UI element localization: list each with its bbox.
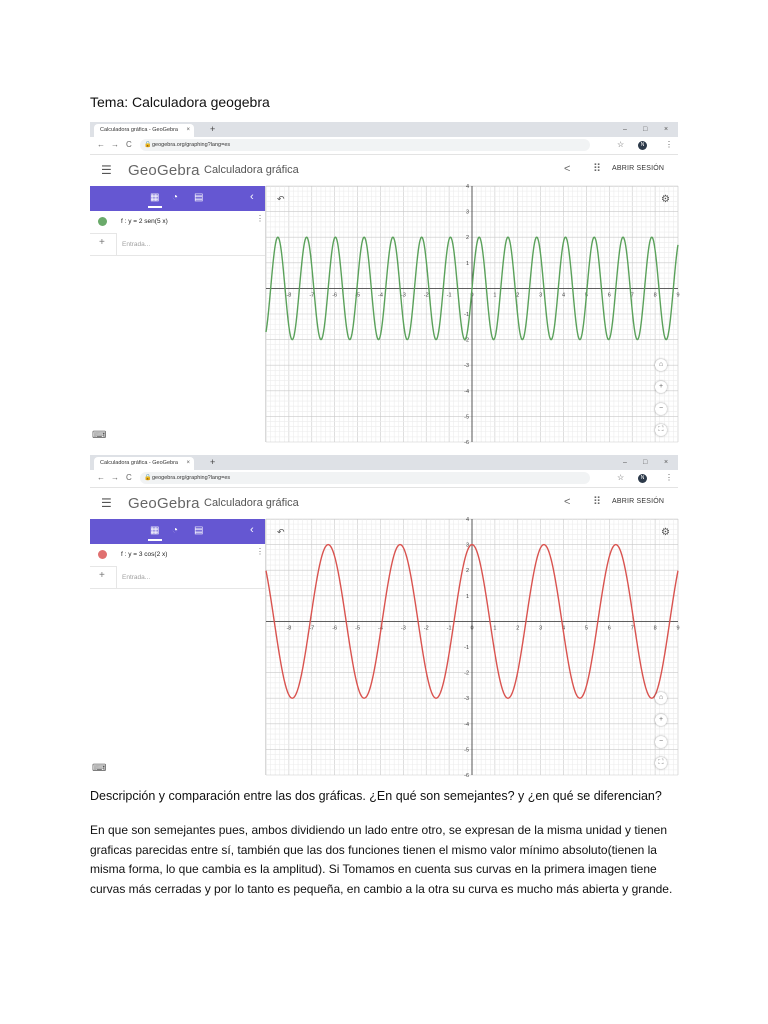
minimize-icon[interactable]: – bbox=[623, 459, 627, 466]
zoom-in-icon[interactable]: + bbox=[655, 381, 667, 393]
tools-icon[interactable]: ◔ bbox=[172, 525, 179, 536]
gear-icon[interactable]: ⚙ bbox=[661, 194, 670, 205]
comparison-question: Descripción y comparación entre las dos gráficas. ¿En qué son semejantes? y ¿en qué se diferencian? bbox=[90, 789, 662, 803]
fullscreen-icon[interactable]: ⛶ bbox=[655, 424, 667, 436]
x-tick-label: 2 bbox=[516, 625, 520, 632]
x-tick-label: -6 bbox=[332, 292, 338, 299]
browser-tab-bar bbox=[90, 455, 678, 470]
x-tick-label: 6 bbox=[607, 625, 611, 632]
y-tick-label: -5 bbox=[464, 747, 469, 754]
graphics-view[interactable] bbox=[266, 184, 680, 446]
lock-icon: 🔒 bbox=[144, 475, 152, 481]
x-tick-label: -2 bbox=[423, 625, 429, 632]
x-tick-label: -1 bbox=[446, 625, 452, 632]
forward-arrow-icon[interactable]: → bbox=[111, 140, 119, 149]
reload-icon[interactable]: C bbox=[126, 473, 132, 482]
home-icon[interactable]: ⌂ bbox=[655, 692, 667, 704]
x-tick-label: 9 bbox=[676, 292, 680, 299]
x-tick-label: -8 bbox=[286, 292, 292, 299]
x-tick-label: -5 bbox=[355, 625, 361, 632]
y-tick-label: -3 bbox=[464, 696, 469, 703]
x-tick-label: 8 bbox=[653, 625, 657, 632]
function-formula: f : y = 2 sen(5 x) bbox=[121, 218, 168, 225]
x-tick-label: -1 bbox=[446, 292, 452, 299]
y-tick-label: -6 bbox=[464, 773, 469, 779]
table-icon[interactable]: ▤ bbox=[194, 525, 204, 536]
table-icon[interactable]: ▤ bbox=[194, 192, 204, 203]
algebra-input-row bbox=[90, 233, 265, 256]
algebra-row[interactable] bbox=[90, 211, 265, 234]
back-arrow-icon[interactable]: ← bbox=[97, 473, 105, 482]
forward-arrow-icon[interactable]: → bbox=[111, 473, 119, 482]
x-tick-label: -8 bbox=[286, 625, 292, 632]
visibility-toggle[interactable] bbox=[98, 217, 107, 226]
geogebra-screenshot-1 bbox=[90, 122, 680, 446]
x-tick-label: 6 bbox=[607, 292, 611, 299]
algebra-input-row bbox=[90, 566, 265, 589]
visibility-toggle[interactable] bbox=[98, 550, 107, 559]
apps-grid-icon[interactable]: ⠿ bbox=[593, 496, 602, 508]
active-tab-indicator bbox=[148, 539, 162, 541]
y-tick-label: -4 bbox=[464, 388, 469, 395]
avatar[interactable]: N bbox=[638, 141, 647, 150]
y-tick-label: -6 bbox=[464, 440, 469, 446]
zoom-out-icon[interactable]: − bbox=[655, 736, 667, 748]
y-tick-label: 2 bbox=[465, 235, 469, 242]
reload-icon[interactable]: C bbox=[126, 140, 132, 149]
calculator-icon[interactable]: ▦ bbox=[150, 525, 160, 536]
undo-icon[interactable]: ↶ bbox=[277, 194, 285, 204]
tab-label: Calculadora gráfica - GeoGebra bbox=[100, 460, 178, 466]
browser-tab[interactable] bbox=[94, 124, 194, 137]
calculator-icon[interactable]: ▦ bbox=[150, 192, 160, 203]
undo-icon[interactable]: ↶ bbox=[277, 527, 285, 537]
x-tick-label: -7 bbox=[309, 292, 315, 299]
graphics-view[interactable] bbox=[266, 517, 680, 779]
url-text: geogebra.org/graphing?lang=es bbox=[152, 475, 231, 481]
more-options-icon[interactable]: ⋮ bbox=[256, 547, 264, 556]
x-tick-label: 1 bbox=[493, 292, 497, 299]
sign-in-button[interactable]: ABRIR SESIÓN bbox=[612, 498, 665, 505]
back-arrow-icon[interactable]: ← bbox=[97, 140, 105, 149]
browser-menu-icon[interactable]: ⋮ bbox=[665, 473, 673, 482]
active-tab-indicator bbox=[148, 206, 162, 208]
share-icon[interactable]: < bbox=[564, 163, 571, 175]
maximize-icon[interactable]: □ bbox=[643, 459, 648, 466]
y-tick-label: -1 bbox=[464, 645, 469, 651]
y-tick-label: 1 bbox=[465, 260, 469, 267]
x-tick-label: -3 bbox=[400, 625, 406, 632]
maximize-icon[interactable]: □ bbox=[643, 126, 648, 133]
app-header bbox=[90, 155, 678, 187]
gear-icon[interactable]: ⚙ bbox=[661, 527, 670, 538]
x-tick-label: -6 bbox=[332, 625, 338, 632]
add-icon[interactable]: + bbox=[99, 570, 105, 581]
lock-icon: 🔒 bbox=[144, 142, 152, 148]
chevron-left-icon[interactable]: ‹ bbox=[250, 191, 254, 203]
keyboard-icon[interactable]: ⌨ bbox=[92, 763, 107, 774]
browser-tab[interactable] bbox=[94, 457, 194, 470]
app-title: Calculadora gráfica bbox=[204, 164, 299, 176]
y-tick-label: -1 bbox=[464, 312, 469, 318]
y-tick-label: 3 bbox=[465, 542, 469, 549]
hamburger-menu-icon[interactable]: ☰ bbox=[101, 163, 112, 177]
y-tick-label: 4 bbox=[465, 517, 469, 523]
fullscreen-icon[interactable]: ⛶ bbox=[655, 757, 667, 769]
window-close-icon[interactable]: × bbox=[664, 459, 669, 466]
function-formula: f : y = 3 cos(2 x) bbox=[121, 551, 168, 558]
geogebra-logo: GeoGebra bbox=[128, 162, 200, 179]
x-tick-label: -3 bbox=[400, 292, 406, 299]
x-tick-label: -2 bbox=[423, 292, 429, 299]
more-options-icon[interactable]: ⋮ bbox=[256, 214, 264, 223]
algebra-input[interactable] bbox=[116, 566, 265, 588]
new-tab-button[interactable]: + bbox=[210, 124, 216, 134]
home-icon[interactable]: ⌂ bbox=[655, 359, 667, 371]
x-tick-label: 4 bbox=[562, 292, 566, 299]
hamburger-menu-icon[interactable]: ☰ bbox=[101, 496, 112, 510]
x-tick-label: 8 bbox=[653, 292, 657, 299]
add-icon[interactable]: + bbox=[99, 237, 105, 248]
x-tick-label: 5 bbox=[584, 625, 588, 632]
x-tick-label: 7 bbox=[630, 625, 634, 632]
keyboard-icon[interactable]: ⌨ bbox=[92, 430, 107, 441]
x-tick-label: -7 bbox=[309, 625, 315, 632]
window-close-icon[interactable]: × bbox=[664, 126, 669, 133]
url-field[interactable] bbox=[140, 472, 590, 484]
x-tick-label: 1 bbox=[493, 625, 497, 632]
sign-in-button[interactable]: ABRIR SESIÓN bbox=[612, 165, 665, 172]
algebra-toolbar bbox=[90, 519, 265, 544]
avatar[interactable]: N bbox=[638, 474, 647, 483]
browser-menu-icon[interactable]: ⋮ bbox=[665, 140, 673, 149]
algebra-input[interactable] bbox=[116, 233, 265, 255]
y-tick-label: -5 bbox=[464, 414, 469, 421]
comparison-answer: En que son semejantes pues, ambos dividiendo un lado entre otro, se expresan de la misma unidad y tienen graficas parecidas entre sí, también que las dos funciones tienen el mismo valor mínimo absoluto(tienen la misma forma, lo que cambia es la amplitud). Si Tomamos en cuenta sus curvas en la primera imagen tiene curvas más cerradas y por lo tanto es pequeña, en cambio a la otra su curva es mucho más abierta y grande. bbox=[90, 823, 673, 896]
url-text: geogebra.org/graphing?lang=es bbox=[152, 142, 231, 148]
browser-tab-bar bbox=[90, 122, 678, 137]
chevron-left-icon[interactable]: ‹ bbox=[250, 524, 254, 536]
apps-grid-icon[interactable]: ⠿ bbox=[593, 163, 602, 175]
zoom-out-icon[interactable]: − bbox=[655, 403, 667, 415]
y-tick-label: -3 bbox=[464, 363, 469, 370]
algebra-panel bbox=[90, 186, 266, 442]
x-tick-label: 2 bbox=[516, 292, 520, 299]
app-title: Calculadora gráfica bbox=[204, 497, 299, 509]
close-icon[interactable]: × bbox=[186, 127, 190, 133]
algebra-row[interactable] bbox=[90, 544, 265, 567]
tab-label: Calculadora gráfica - GeoGebra bbox=[100, 127, 178, 133]
y-tick-label: -2 bbox=[464, 337, 469, 344]
y-tick-label: 3 bbox=[465, 209, 469, 216]
x-tick-label: 5 bbox=[584, 292, 588, 299]
geogebra-screenshot-2 bbox=[90, 455, 680, 779]
app-header bbox=[90, 488, 678, 520]
zoom-in-icon[interactable]: + bbox=[655, 714, 667, 726]
x-tick-label: 3 bbox=[539, 292, 543, 299]
geogebra-logo: GeoGebra bbox=[128, 495, 200, 512]
y-tick-label: -4 bbox=[464, 721, 469, 728]
x-tick-label: -5 bbox=[355, 292, 361, 299]
star-icon[interactable]: ☆ bbox=[617, 473, 625, 482]
share-icon[interactable]: < bbox=[564, 496, 571, 508]
address-bar bbox=[90, 137, 678, 155]
star-icon[interactable]: ☆ bbox=[617, 140, 625, 149]
new-tab-button[interactable]: + bbox=[210, 457, 216, 467]
y-tick-label: 1 bbox=[465, 593, 469, 600]
tools-icon[interactable]: ◔ bbox=[172, 192, 179, 203]
y-tick-label: 4 bbox=[465, 184, 469, 190]
algebra-toolbar bbox=[90, 186, 265, 211]
algebra-panel bbox=[90, 519, 266, 775]
x-tick-label: -4 bbox=[377, 292, 383, 299]
x-tick-label: 0 bbox=[470, 292, 474, 299]
x-tick-label: 3 bbox=[539, 625, 543, 632]
address-bar bbox=[90, 470, 678, 488]
x-tick-label: 7 bbox=[630, 292, 634, 299]
url-field[interactable] bbox=[140, 139, 590, 151]
x-tick-label: -4 bbox=[377, 625, 383, 632]
minimize-icon[interactable]: – bbox=[623, 126, 627, 133]
x-tick-label: 4 bbox=[562, 625, 566, 632]
x-tick-label: 9 bbox=[676, 625, 680, 632]
y-tick-label: 2 bbox=[465, 568, 469, 575]
x-tick-label: 0 bbox=[470, 625, 474, 632]
close-icon[interactable]: × bbox=[186, 460, 190, 466]
document-title: Tema: Calculadora geogebra bbox=[90, 94, 270, 110]
y-tick-label: -2 bbox=[464, 670, 469, 677]
